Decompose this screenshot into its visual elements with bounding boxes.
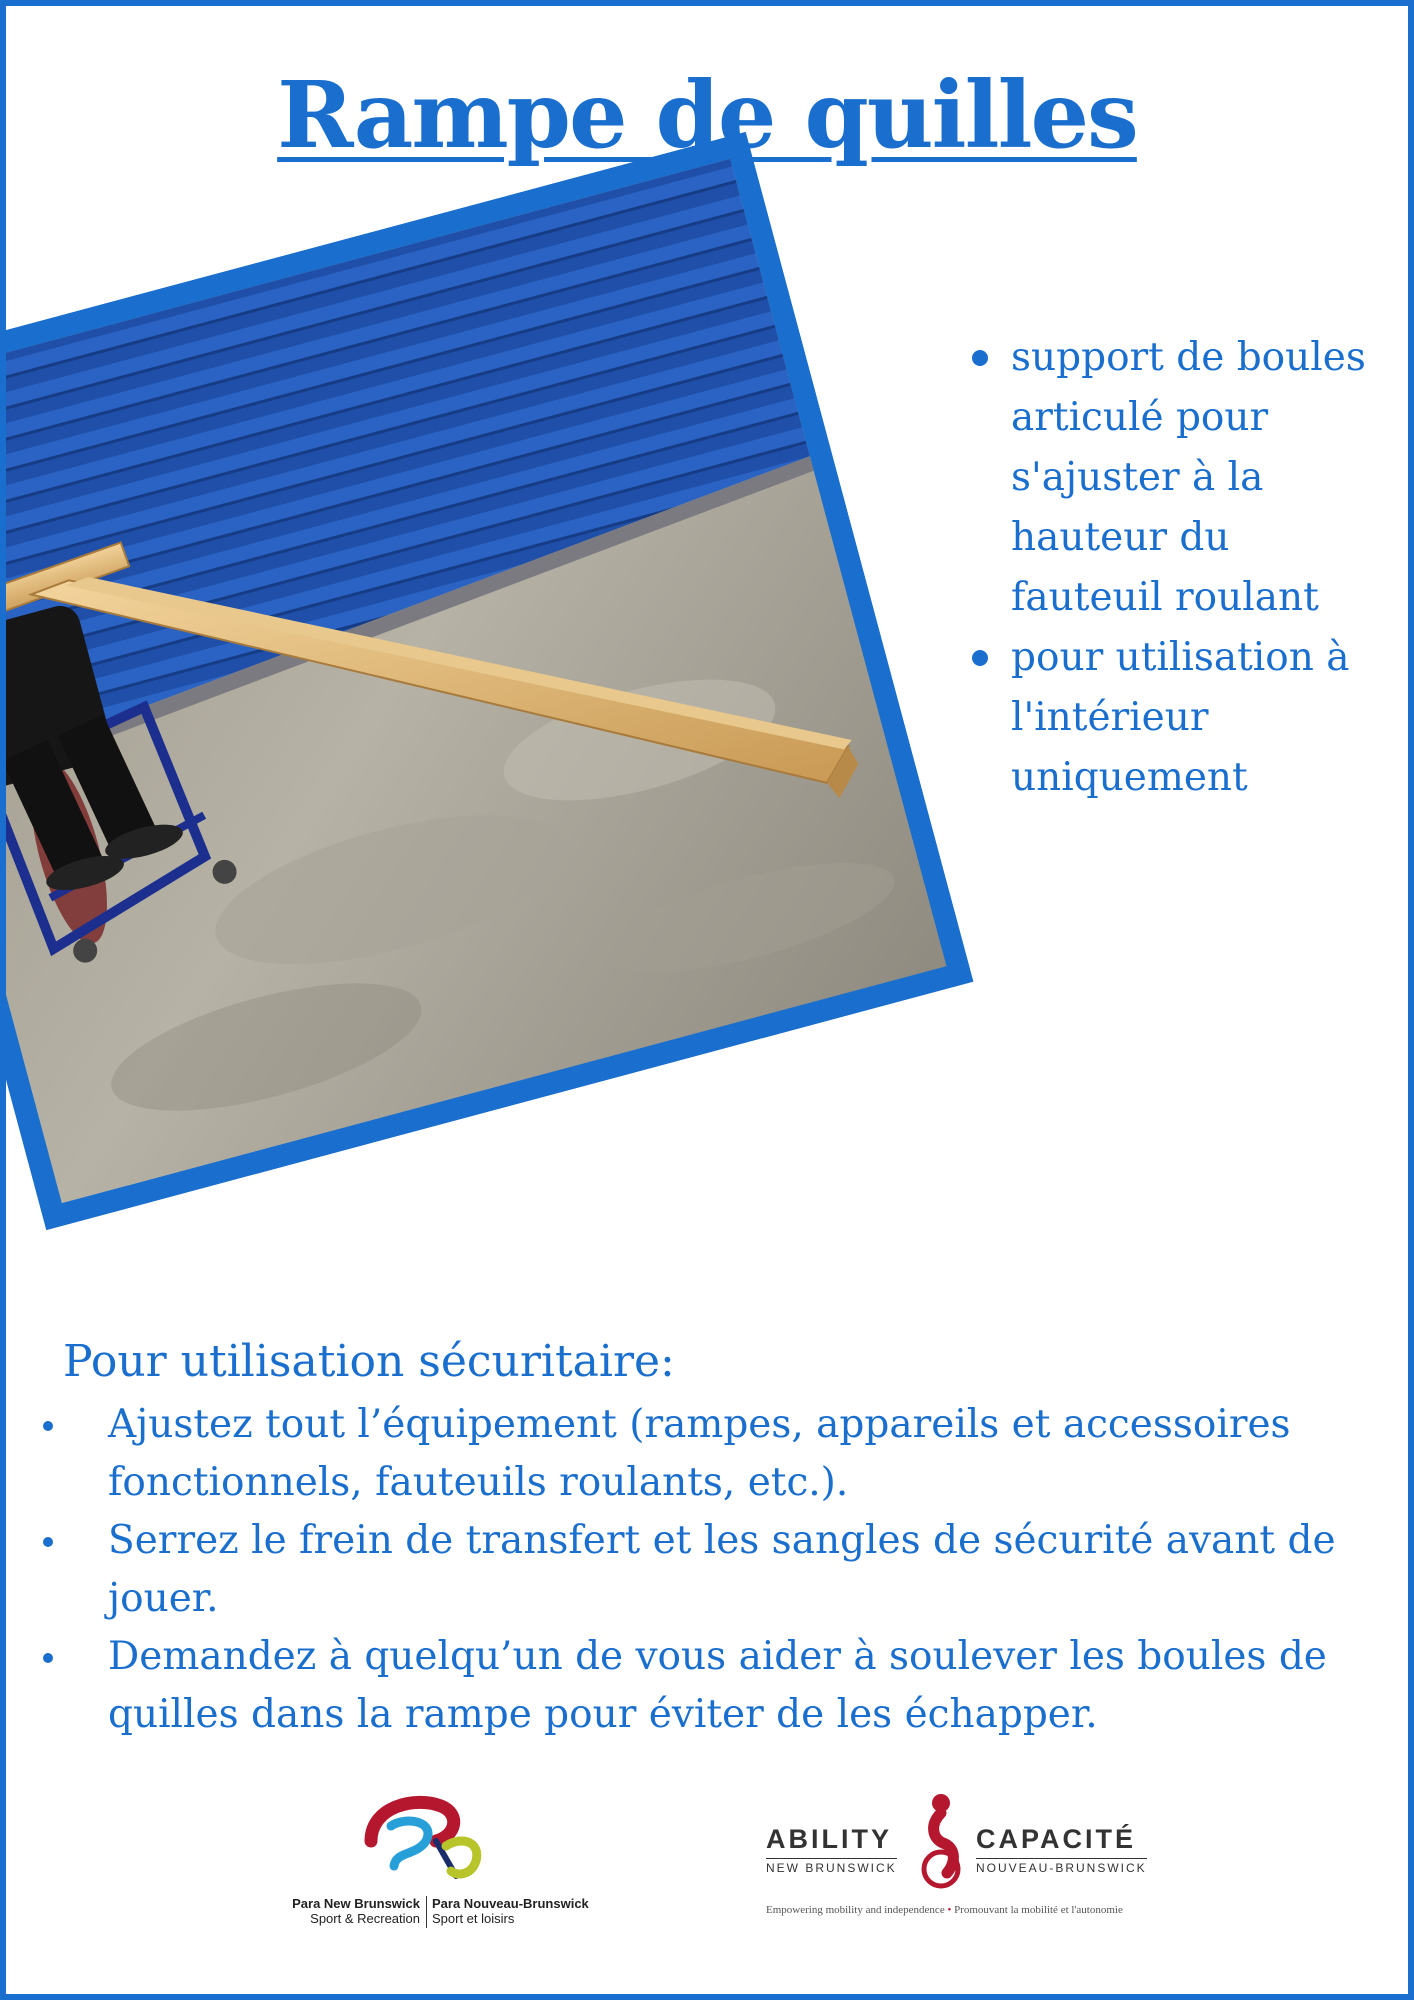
- capacite-word: CAPACITÉ: [976, 1824, 1137, 1854]
- para-nb-logo-mark: [276, 1786, 586, 1891]
- feature-item: [966, 328, 1386, 628]
- feature-list: [966, 328, 1386, 808]
- feature-text: support de boules articulé pour s'ajuster à la hauteur du fauteuil roulant: [1011, 335, 1366, 620]
- safety-text: Demandez à quelqu’un de vous aider à soulever les boules de quilles dans la rampe pour éviter de les échapper.: [108, 1634, 1327, 1737]
- para-nb-logo: [276, 1786, 589, 1936]
- prnb-en-name: Para New Brunswick: [292, 1896, 420, 1911]
- safety-item: [34, 1628, 1394, 1744]
- tagline-fr: Promouvant la mobilité et l'autonomie: [954, 1904, 1123, 1916]
- prnb-en: [284, 1896, 420, 1926]
- bullet-icon: [43, 1421, 53, 1431]
- bullet-icon: [972, 650, 988, 666]
- bullet-icon: [972, 350, 988, 366]
- feature-item: [966, 628, 1386, 808]
- capacite-sub: NOUVEAU-BRUNSWICK: [976, 1858, 1147, 1875]
- ability-nb-logo: [761, 1786, 1181, 1926]
- safety-text: Serrez le frein de transfert et les sangles de sécurité avant de jouer.: [108, 1518, 1336, 1621]
- feature-text: pour utilisation à l'intérieur uniquement: [1011, 635, 1350, 800]
- tagline-en: Empowering mobility and independence: [766, 1904, 945, 1916]
- ramp-photo: [0, 132, 974, 1230]
- prnb-divider: [426, 1896, 427, 1928]
- ramp-photo-image: [0, 132, 974, 1230]
- safety-list: [34, 1396, 1394, 1744]
- page-title: Rampe de quilles: [277, 61, 1137, 169]
- safety-heading: Pour utilisation sécuritaire:: [63, 1336, 675, 1387]
- prnb-en-sub: Sport & Recreation: [310, 1911, 420, 1926]
- ability-word: ABILITY: [766, 1824, 892, 1854]
- prnb-fr-sub: Sport et loisirs: [432, 1911, 515, 1926]
- ability-figure-icon: [911, 1791, 971, 1891]
- safety-item: [34, 1396, 1394, 1512]
- tagline-separator: •: [947, 1904, 952, 1916]
- bullet-icon: [43, 1653, 53, 1663]
- safety-item: [34, 1512, 1394, 1628]
- prnb-fr: [432, 1896, 589, 1926]
- bullet-icon: [43, 1537, 53, 1547]
- ability-sub: NEW BRUNSWICK: [766, 1858, 897, 1875]
- prnb-fr-name: Para Nouveau-Brunswick: [432, 1896, 589, 1911]
- ability-tagline: [766, 1904, 1123, 1916]
- safety-text: Ajustez tout l’équipement (rampes, appareils et accessoires fonctionnels, fauteuils roulants, etc.).: [108, 1402, 1291, 1505]
